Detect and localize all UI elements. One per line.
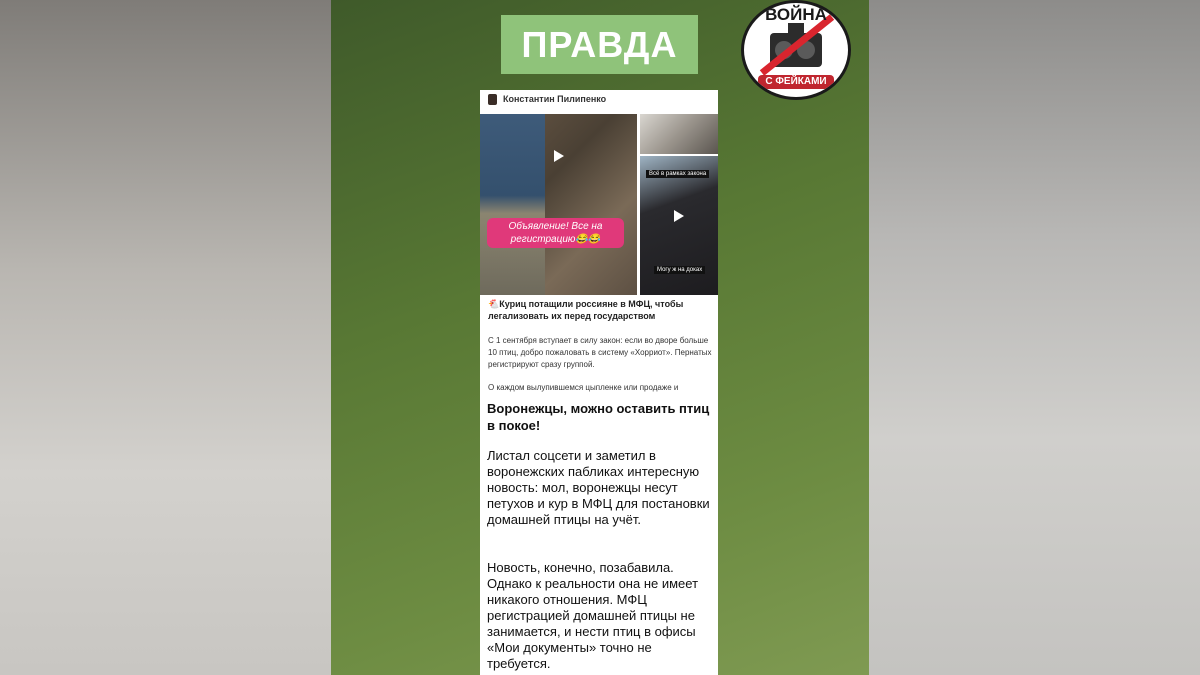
logo-top-text: ВОЙНА	[765, 5, 827, 24]
play-icon[interactable]	[674, 210, 684, 222]
person-figure	[480, 114, 545, 295]
verdict-label: ПРАВДА	[521, 23, 678, 65]
image-tag: Всё в рамках закона	[646, 170, 709, 178]
left-blurred-background	[0, 0, 331, 675]
image-caption: Могу ж на доках	[654, 266, 705, 274]
post-paragraph-2: О каждом вылупившемся цыпленке или продаже и	[488, 383, 679, 392]
article-body-2: Новость, конечно, позабавила. Однако к реальности она не имеет никакого отношения. МФЦ регистрацией домашней птицы не занимается, и нести птиц в офисы «Мои документы» точно не требуется.	[487, 560, 699, 671]
post-image-main[interactable]	[480, 114, 637, 295]
author-name: Константин Пилипенко	[503, 94, 607, 104]
post-image-top-right[interactable]	[640, 114, 718, 154]
post-image-bottom-right[interactable]	[640, 156, 718, 295]
post-title: 🐔Куриц потащили россияне в МФЦ, чтобы легализовать их перед государством	[488, 299, 684, 321]
verdict-badge	[501, 15, 698, 74]
article-headline: Воронежцы, можно оставить птиц в покое!	[487, 401, 710, 433]
article-body-1: Листал соцсети и заметил в воронежских пабликах интересную новость: мол, воронежцы несут петухов и кур в МФЦ для постановки домашней птицы на учёт.	[487, 448, 710, 527]
channel-logo	[741, 0, 851, 100]
image-caption-banner: Объявление! Все на регистрацию😂😂	[487, 218, 624, 248]
video-frame	[331, 0, 869, 675]
avatar	[488, 94, 497, 105]
play-icon[interactable]	[554, 150, 564, 162]
right-blurred-background	[869, 0, 1200, 675]
post-author[interactable]	[488, 92, 606, 106]
logo-bottom-text: С ФЕЙКАМИ	[758, 75, 834, 89]
post-card	[480, 90, 718, 675]
post-paragraph-1: С 1 сентября вступает в силу закон: если во дворе больше 10 птиц, добро пожаловать в систему «Хорриот». Пернатых регистрируют сразу группой.	[488, 336, 712, 369]
